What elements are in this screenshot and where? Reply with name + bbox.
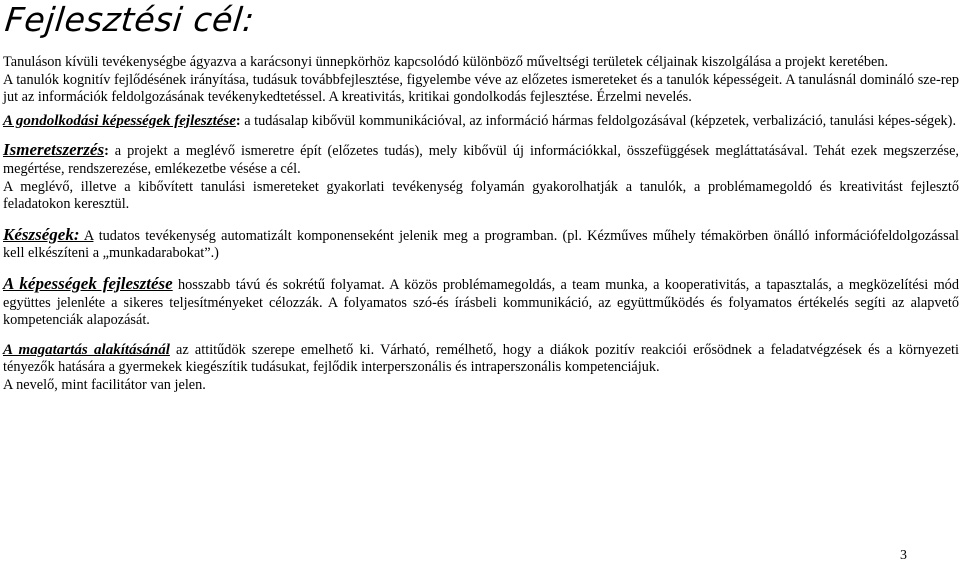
intro-paragraph-1: Tanuláson kívüli tevékenységbe ágyazva a karácsonyi ünnepkörhöz kapcsolódó különböző műveltségi területek céljainak kiszolgálása a projekt keretében. bbox=[3, 54, 889, 70]
abilities-text: hosszabb távú és sokrétű folyamat. A közös problémamegoldás, a team munka, a kooperativitás, a tapasztalás, a megközelítési mód együttes jelenléte a sikeres teljesítményeket célozzák. A folyamatos szó-és írásbeli kommunikáció, az együttműködés és folyamatos értékelés segíti az alapvető kompetenciák alapozását. bbox=[3, 276, 959, 329]
knowledge-colon: : bbox=[104, 143, 109, 160]
skills-paragraph bbox=[3, 226, 959, 263]
skills-text: tudatos tevékenység automatizált komponenseként jelenik meg a programban. (pl. Kézműves műhely témakörben önálló információfeldolgozással kell elkészíteni a „munkadarabokat”.) bbox=[3, 227, 960, 262]
knowledge-text: a projekt a meglévő ismeretre épít (előzetes tudás), mely kibővül új információkkal, összefüggések megláttatásával. Tehát ezek megszerzése, megértése, rendszerezése, emlékezetbe vésése a cél. bbox=[3, 143, 959, 177]
document-body bbox=[3, 54, 959, 395]
attitude-paragraph bbox=[3, 342, 959, 377]
page-title: Fejlesztési cél: bbox=[3, 0, 257, 39]
skills-underlined-word: A bbox=[79, 227, 94, 244]
attitude-heading: A magatartás alakításánál bbox=[3, 341, 170, 358]
intro-paragraph-2: A tanulók kognitív fejlődésének irányítása, tudásuk továbbfejlesztése, figyelembe véve az előzetes ismereteket és a tanulók képességeit. A tanulásnál domináló sze-rep jut az információk feldolgozásának tevékenykedtetéssel. A kreativitás, kritikai gondolkodás fejlesztése. Érzelmi nevelés. bbox=[3, 71, 959, 106]
thinking-skills-text: a tudásalap kibővül kommunikációval, az információ hármas feldolgozásával (képzetek, verbalizáció, tanulási képes-ségek). bbox=[240, 112, 957, 129]
thinking-skills-heading: A gondolkodási képességek fejlesztése bbox=[3, 112, 236, 129]
knowledge-heading: Ismeretszerzés bbox=[3, 140, 105, 160]
attitude-text: az attitűdök szerepe emelhető ki. Várható, remélhető, hogy a diákok pozitív reakciói erősödnek a feladatvégzések és a környezeti tényezők hatására a gyermekek kiegészítik tudásukat, fejlődik interperszonális és intraperszonális kompetenciájuk. bbox=[3, 341, 959, 376]
page-number: 3 bbox=[900, 548, 907, 563]
thinking-skills-paragraph bbox=[3, 113, 959, 131]
skills-heading: Készségek: bbox=[3, 224, 80, 244]
knowledge-paragraph bbox=[3, 141, 959, 178]
abilities-heading: A képességek fejlesztése bbox=[3, 273, 173, 293]
thinking-skills-colon: : bbox=[235, 112, 241, 129]
knowledge-followup-paragraph: A meglévő, illetve a kibővített tanulási ismereteket gyakorlati tevékenység folyamán gyakorolhatják a tanulók, a problémamegoldó és kreativitást fejlesztő feladatokon keresztül. bbox=[3, 178, 959, 213]
abilities-paragraph bbox=[3, 275, 959, 330]
attitude-followup-paragraph: A nevelő, mint facilitátor van jelen. bbox=[3, 376, 206, 393]
